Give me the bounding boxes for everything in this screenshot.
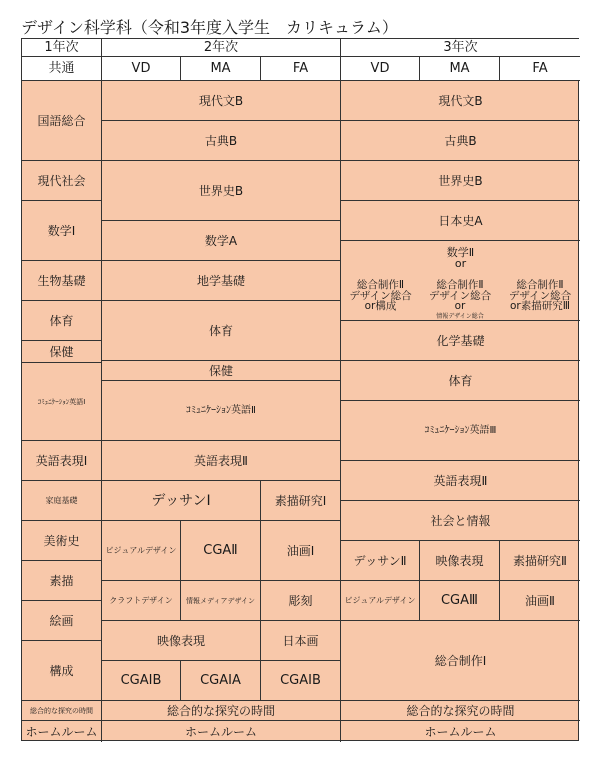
y3-vd-opt-1: デザイン総合 — [349, 289, 412, 302]
y1-sobyo: 素描 — [22, 561, 102, 601]
y2-sobyo-kenkyu1: 素描研究Ⅰ — [261, 481, 341, 521]
y2-eigo-hyogen2: 英語表現Ⅱ — [102, 441, 341, 481]
y3-eigo-hyogen2: 英語表現Ⅱ — [341, 461, 580, 501]
y3-koten-b: 古典B — [341, 121, 580, 161]
y2-taiiku: 体育 — [102, 301, 341, 361]
header-ma-year2: MA — [181, 57, 261, 81]
y2-cga2: CGAⅡ — [181, 521, 261, 581]
y3-ma-opt-2: or — [454, 300, 466, 312]
y2-koten-b: 古典B — [102, 121, 341, 161]
y1-eigo-hyogen1: 英語表現Ⅰ — [22, 441, 102, 481]
y1-kosei: 構成 — [22, 641, 102, 701]
y3-communication3: ｺﾐｭﾆｹｰｼｮﾝ英語Ⅲ — [341, 401, 580, 461]
y3-ma-opt-1: デザイン総合 — [428, 289, 492, 302]
y3-ma-sogo-seisaku: 総合制作Ⅱ — [436, 279, 484, 291]
y2-dessan1: デッサンⅠ — [102, 481, 261, 521]
header-year2: 2年次 — [102, 39, 341, 57]
y2-yuga1: 油画Ⅰ — [261, 521, 341, 581]
y3-shakai-joho: 社会と情報 — [341, 501, 580, 541]
y2-cga1b-vd: CGAⅠB — [102, 661, 181, 701]
y3-eizo-hyogen: 映像表現 — [420, 541, 500, 581]
y1-kaiga: 絵画 — [22, 601, 102, 641]
y1-hoken: 保健 — [22, 341, 102, 363]
y2-tankyu: 総合的な探究の時間 — [102, 701, 341, 721]
y3-or: or — [454, 257, 467, 270]
y2-chigaku-kiso: 地学基礎 — [102, 261, 341, 301]
header-year1: 1年次 — [22, 39, 102, 57]
y3-homeroom: ホームルーム — [424, 724, 497, 739]
curriculum-table — [21, 38, 579, 741]
y3-tankyu: 総合的な探究の時間 — [341, 701, 580, 721]
y2-hoken: 保健 — [102, 361, 341, 381]
y3-vd-sogo-seisaku: 総合制作Ⅱ — [356, 279, 405, 291]
y3-nihonshi-a: 日本史A — [341, 201, 580, 241]
header-year3: 3年次 — [341, 39, 580, 57]
y3-kagaku-kiso: 化学基礎 — [341, 321, 580, 361]
y2-craft-design: クラフトデザイン — [102, 581, 181, 621]
y1-sugaku1: 数学Ⅰ — [22, 201, 102, 261]
y3-sobyo-kenkyu2: 素描研究Ⅱ — [500, 541, 580, 581]
y1-communication1: ｺﾐｭﾆｹｰｼｮﾝ英語Ⅰ — [22, 363, 102, 441]
y3-visual-design: ビジュアルデザイン — [341, 581, 420, 621]
y2-communication2: ｺﾐｭﾆｹｰｼｮﾝ英語Ⅱ — [102, 381, 341, 441]
y1-gendai-shakai: 現代社会 — [22, 161, 102, 201]
y3-sugaku2: 数学Ⅱ — [446, 246, 475, 259]
page-title: デザイン科学科（令和3年度入学生 カリキュラム） — [21, 18, 398, 37]
header-common: 共通 — [22, 57, 102, 81]
y2-sekaishi-b: 世界史B — [102, 161, 341, 221]
y3-cga3: CGAⅢ — [420, 581, 500, 621]
y3-sekaishi-b: 世界史B — [341, 161, 580, 201]
y3-yuga2: 油画Ⅱ — [500, 581, 580, 621]
y2-cga1a: CGAⅠA — [181, 661, 261, 701]
y1-katei-kiso: 家庭基礎 — [22, 481, 102, 521]
y3-dessan2: デッサンⅡ — [341, 541, 420, 581]
header-fa-year3: FA — [500, 57, 580, 81]
header-vd-year3: VD — [341, 57, 420, 81]
y2-nihonga: 日本画 — [261, 621, 341, 661]
y1-homeroom: ホームルーム — [22, 721, 102, 742]
y2-eizo-hyogen: 映像表現 — [102, 621, 261, 661]
y3-ma-option — [420, 280, 500, 318]
y3-fa-opt-2: or素描研究Ⅲ — [510, 300, 570, 312]
y2-cga1b-fa: CGAⅠB — [261, 661, 341, 701]
y3-vd-opt-2: or構成 — [364, 300, 397, 312]
y1-tankyu: 総合的な探究の時間 — [22, 701, 102, 721]
y2-gendai-bun-b: 現代文B — [102, 81, 341, 121]
y3-ma-opt-3: 情報デザイン総合 — [436, 312, 484, 320]
y2-sugaku-a: 数学A — [102, 221, 341, 261]
y3-sogo-seisaku1: 総合制作Ⅰ — [341, 621, 580, 701]
y1-seibutsu-kiso: 生物基礎 — [22, 261, 102, 301]
header-fa-year2: FA — [261, 57, 341, 81]
y3-fa-opt-1: デザイン総合 — [508, 289, 572, 302]
y3-taiiku: 体育 — [341, 361, 580, 401]
y3-gendai-bun-b: 現代文B — [341, 81, 580, 121]
y2-visual-design: ビジュアルデザイン — [102, 521, 181, 581]
y2-chokoku: 彫刻 — [261, 581, 341, 621]
y1-kokugo-sogo: 国語総合 — [22, 81, 102, 161]
y3-fa-sogo-seisaku: 総合制作Ⅱ — [516, 279, 564, 291]
header-ma-year3: MA — [420, 57, 500, 81]
y1-taiiku: 体育 — [22, 301, 102, 341]
y3-vd-option — [341, 280, 420, 318]
y3-fa-option — [500, 280, 580, 318]
header-vd-year2: VD — [102, 57, 181, 81]
y2-joho-media-design: 情報メディアデザイン — [181, 581, 261, 621]
y1-bijutsushi: 美術史 — [22, 521, 102, 561]
y2-homeroom: ホームルーム — [102, 721, 341, 742]
